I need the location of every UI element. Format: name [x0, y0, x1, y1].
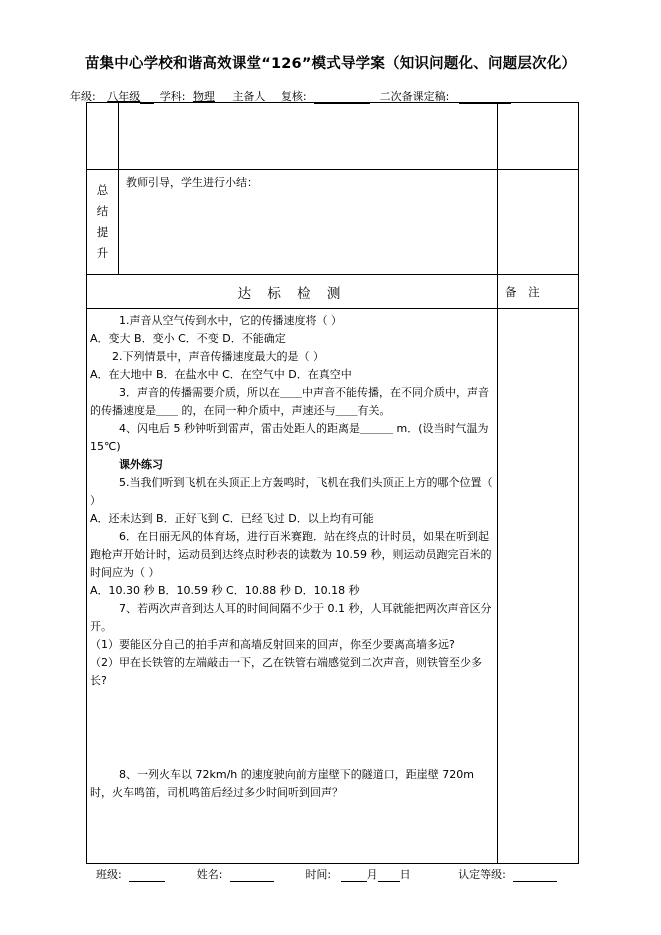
class-label: 班级:: [96, 868, 122, 881]
side-char: 总: [96, 183, 109, 197]
question-6-options: A．10.30 秒 B．10.59 秒 C．10.88 秒 D．10.18 秒: [90, 584, 360, 597]
question-7-part-1: （1）要能区分自己的拍手声和高墙反射回来的回声，你至少要离高墙多远?: [90, 638, 455, 651]
blank-row: [87, 103, 579, 170]
question-8: 8、一列火车以 72km/h 的速度驶向前方崖壁下的隧道口，距崖壁 720m 时，火车鸣笛，司机鸣笛后经过多少时间听到回声？: [90, 768, 474, 799]
homework-heading: 课外练习: [119, 458, 163, 471]
question-4: 4、闪电后 5 秒钟听到雷声，雷击处距人的距离是＿＿＿ m．(设当时气温为 15℃): [90, 422, 489, 453]
question-1-options: A．变大 B．变小 C．不变 D．不能确定: [90, 332, 286, 345]
note-heading: 备 注: [498, 275, 579, 309]
footer: [96, 866, 557, 882]
preparer-label: 主备人: [232, 90, 266, 103]
grade-label: 年级:: [70, 90, 96, 103]
side-char: 提: [96, 225, 109, 239]
side-char: 结: [96, 204, 109, 218]
class-blank[interactable]: [129, 870, 165, 882]
review-label: 复核:: [280, 90, 307, 103]
rating-label: 认定等级:: [458, 868, 506, 881]
blank-cell-side: [87, 103, 119, 170]
question-2-options: A．在大地中 B．在盐水中 C．在空气中 D．在真空中: [90, 368, 352, 381]
side-char: 升: [96, 246, 109, 260]
question-3: 3．声音的传播需要介质，所以在＿＿中声音不能传播，在不同介质中，声音的传播速度是＿＿ 的，在同一种介质中，声速还与＿＿有关。: [90, 386, 489, 417]
question-5: 5.当我们听到飞机在头顶正上方轰鸣时，飞机在我们头顶正上方的哪个位置（ ）: [90, 476, 493, 507]
blank-cell-note[interactable]: [498, 103, 579, 170]
summary-side-label: [87, 170, 119, 275]
subject-label: 学科:: [159, 90, 186, 103]
name-blank[interactable]: [230, 870, 274, 882]
test-heading: 达 标 检 测: [87, 275, 498, 309]
question-7-part-2: （2）甲在长铁管的左端敲击一下，乙在铁管右端感觉到二次声音，则铁管至少多长?: [90, 656, 482, 687]
summary-content[interactable]: [119, 170, 498, 275]
name-label: 姓名:: [196, 868, 223, 881]
time-label: 时间:: [305, 868, 332, 881]
summary-row: [87, 170, 579, 275]
blank-cell-main[interactable]: [119, 103, 498, 170]
rating-blank[interactable]: [513, 870, 557, 882]
summary-instruction: 教师引导，学生进行小结：: [126, 176, 258, 189]
second-prep-label: 二次备课定稿:: [379, 90, 450, 103]
month-label: 月: [366, 868, 378, 881]
test-body-row: [87, 309, 579, 864]
question-2: 2.下列情景中，声音传播速度最大的是（ ）: [112, 350, 324, 363]
test-note[interactable]: [498, 309, 579, 864]
page-title: 苗集中心学校和谐高效课堂“126”模式导学案（知识问题化、问题层次化）: [84, 56, 577, 72]
summary-note[interactable]: [498, 170, 579, 275]
question-5-options: A．还未达到 B．正好飞到 C．已经飞过 D．以上均有可能: [90, 512, 374, 525]
subject-value[interactable]: 物理: [192, 90, 215, 103]
day-blank[interactable]: [378, 870, 400, 882]
month-blank[interactable]: [341, 870, 367, 882]
lesson-table: [86, 102, 579, 864]
test-header-row: [87, 275, 579, 309]
answer-space[interactable]: [90, 690, 493, 766]
question-7: 7、若两次声音到达人耳的时间间隔不少于 0.1 秒，人耳就能把两次声音区分开。: [90, 602, 492, 633]
day-label: 日: [399, 868, 411, 881]
grade-value[interactable]: 八年级: [107, 90, 141, 103]
question-6: 6．在日丽无风的体育场，进行百米赛跑．站在终点的计时员，如果在听到起跑枪声开始计时，运动员到达终点时秒表的读数为 10.59 秒，则运动员跑完百米的时间应为（ ）: [90, 530, 492, 579]
question-1: 1.声音从空气传到水中，它的传播速度将（ ）: [119, 314, 342, 327]
test-content[interactable]: [87, 309, 498, 864]
